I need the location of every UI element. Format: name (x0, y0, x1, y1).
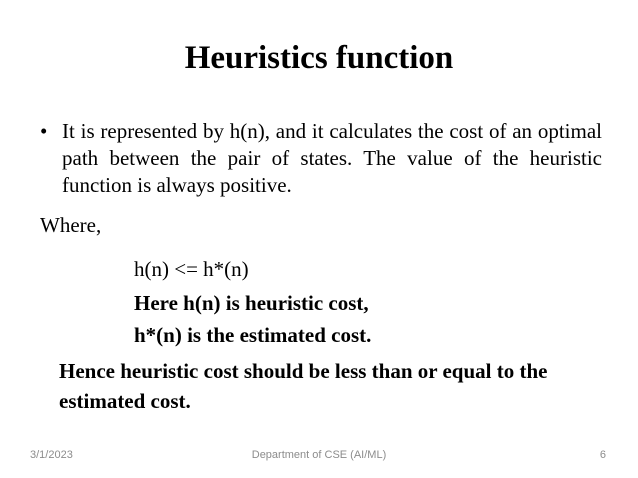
bullet-text: It is represented by h(n), and it calculates the cost of an optimal path between the pair of states. The value of the heuristic function is always positive. (62, 119, 602, 197)
bullet-marker: • (40, 119, 48, 143)
where-label: Where, (40, 213, 102, 237)
footer-date: 3/1/2023 (30, 449, 73, 461)
heuristic-cost-line: Here h(n) is heuristic cost, (134, 291, 369, 315)
bullet-point (40, 118, 602, 199)
footer-page-number: 6 (599, 449, 606, 461)
bullet-row (40, 118, 602, 199)
slide-title: Heuristics function (184, 40, 454, 76)
estimated-cost-line: h*(n) is the estimated cost. (134, 323, 372, 347)
conclusion-text: Hence heuristic cost should be less than or equal to the estimated cost. (59, 359, 548, 413)
footer-department: Department of CSE (AI/ML) (251, 449, 387, 461)
formula: h(n) <= h*(n) (134, 257, 249, 281)
